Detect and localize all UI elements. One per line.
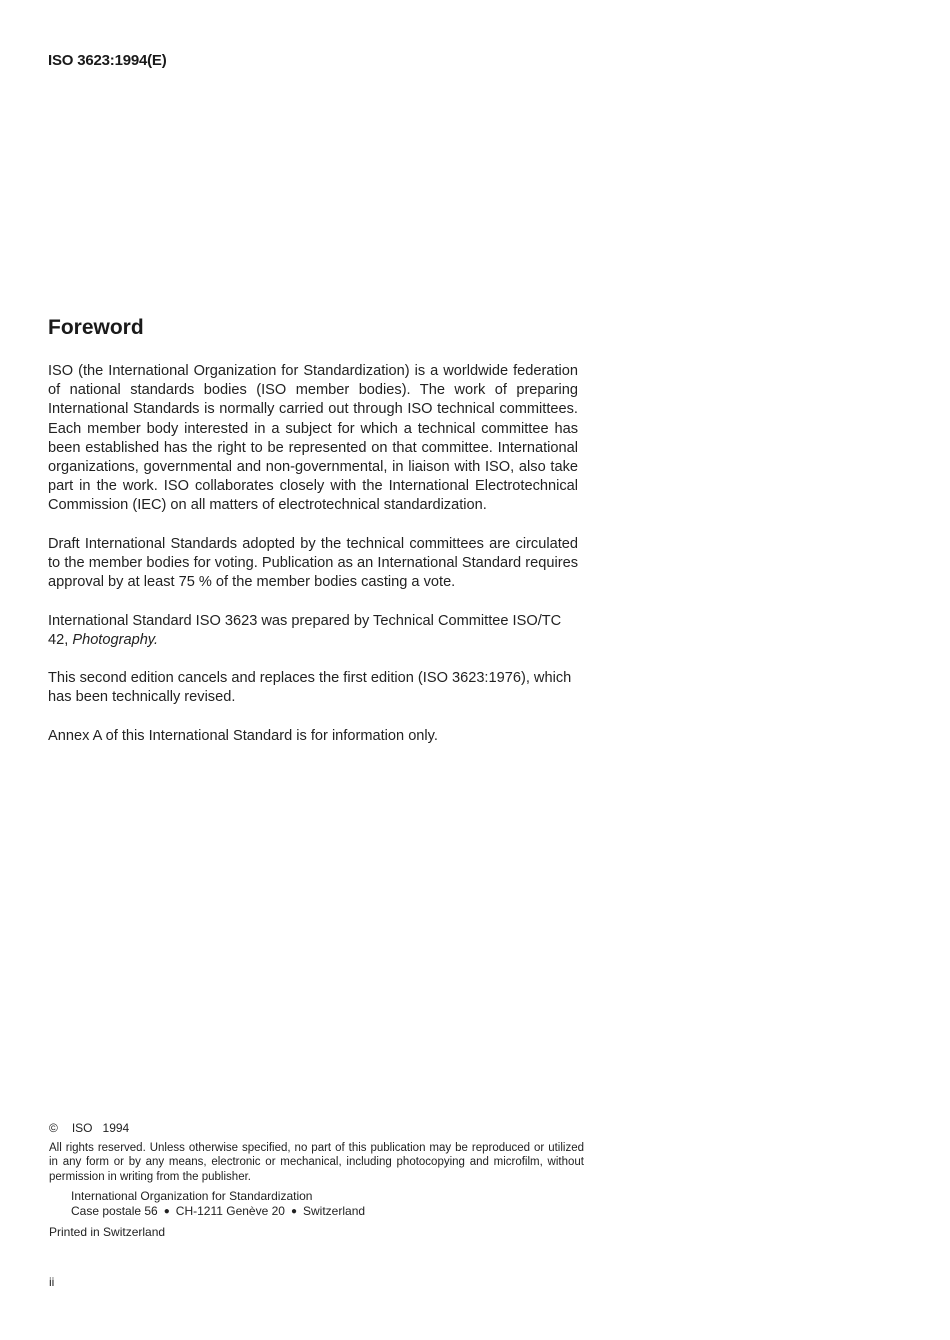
address-city: CH-1211 Genève 20 [175, 1204, 285, 1218]
committee-title: Photography. [72, 631, 159, 648]
edition-note: This second edition cancels and replaces the first edition (ISO 3623:1976), which has been technically revised. [48, 670, 572, 706]
page-number: ii [49, 1275, 55, 1289]
copyright-symbol: © [49, 1121, 58, 1135]
foreword-title: Foreword [48, 316, 144, 339]
publisher-name: International Organization for Standardization [71, 1189, 313, 1203]
document-id: ISO 3623:1994(E) [48, 52, 167, 69]
prepared-by-text: International Standard ISO 3623 was prepared by Technical Committee ISO/TC 42, [48, 612, 562, 648]
rights-statement: All rights reserved. Unless otherwise specified, no part of this publication may be reproduced or utilized in any form or by any means, electronic or mechanical, including photocopying and microfilm, without permission in writing from the publisher. [49, 1141, 584, 1183]
foreword-paragraph: Draft International Standards adopted by the technical committees are circulated to the member bodies for voting. Publication as an International Standard requires approval by at least 75 % of the member bodies casting a vote. [48, 535, 578, 591]
copyright-block [49, 1121, 584, 1240]
prepared-by-paragraph [48, 612, 578, 650]
bullet-separator: ● [290, 1206, 298, 1218]
address-line [71, 1204, 584, 1219]
annex-note: Annex A of this International Standard is for information only. [48, 727, 438, 744]
address-country: Switzerland [303, 1204, 366, 1218]
copyright-holder: ISO [71, 1121, 93, 1135]
bullet-separator: ● [163, 1206, 170, 1218]
foreword-paragraph: ISO (the International Organization for Standardization) is a worldwide federation of national standards bodies (ISO member bodies). The work of preparing International Standards is normally carried out through ISO technical committees. Each member body interested in a subject for which a technical committee has been established has the right to be represented on that committee. International organizations, governmental and non-governmental, in liaison with ISO, also take part in the work. ISO collaborates closely with the International Electrotechnical Commission (IEC) on all matters of electrotechnical standardization. [48, 363, 578, 514]
printed-in: Printed in Switzerland [49, 1225, 166, 1240]
foreword-body [48, 362, 578, 765]
publisher-address [49, 1189, 584, 1219]
copyright-line [49, 1121, 584, 1136]
address-postbox: Case postale 56 [71, 1204, 158, 1218]
copyright-year: 1994 [102, 1121, 130, 1135]
